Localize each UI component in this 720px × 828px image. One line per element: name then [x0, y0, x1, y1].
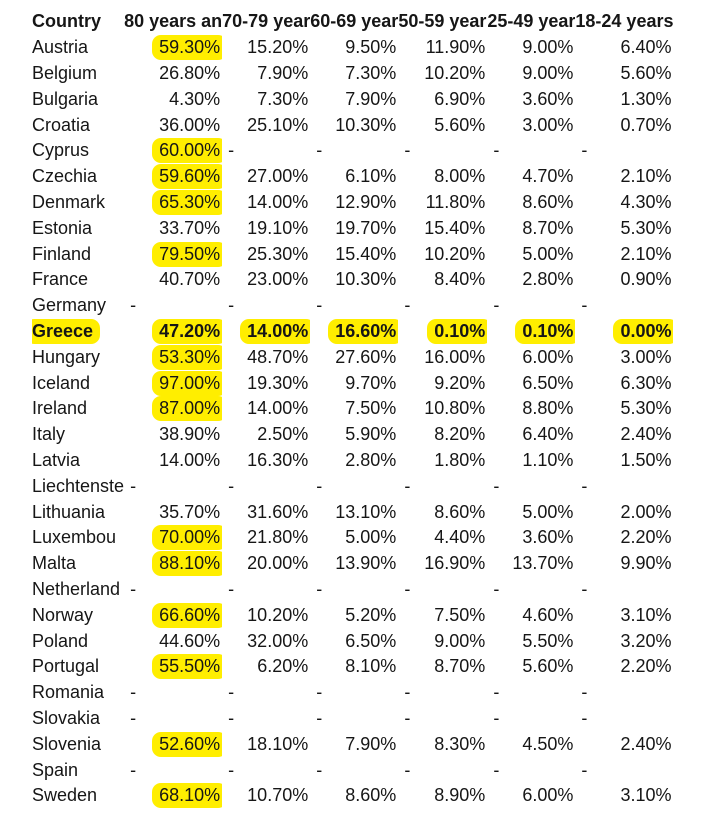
table-row — [32, 551, 673, 577]
cell-value[interactable]: 15.40% — [335, 243, 397, 264]
cell-value[interactable]: 5.90% — [345, 424, 397, 445]
table-row — [32, 602, 673, 628]
cell-value[interactable] — [124, 654, 222, 680]
cell-value[interactable]: 5.50% — [522, 630, 574, 651]
cell-value[interactable]: 7.50% — [434, 604, 486, 625]
table-header — [32, 9, 673, 35]
cell-value[interactable]: 10.20% — [247, 604, 309, 625]
cell-value[interactable]: 10.80% — [424, 398, 486, 419]
table-row — [32, 499, 673, 525]
header-18-24-years[interactable]: 18-24 years — [575, 11, 674, 32]
cell-value[interactable]: - — [228, 707, 235, 728]
table-row — [32, 731, 673, 757]
cell-value[interactable]: - — [130, 475, 137, 496]
cell-value[interactable]: 14.00% — [247, 191, 309, 212]
cell-value[interactable]: 3.20% — [620, 630, 672, 651]
cell-value[interactable]: 2.20% — [620, 656, 672, 677]
cell-value[interactable]: 9.90% — [620, 553, 672, 574]
cell-country[interactable]: Netherland — [32, 578, 121, 599]
cell-value[interactable]: 11.90% — [425, 37, 486, 58]
cell-country[interactable]: Latvia — [32, 449, 81, 470]
cell-value[interactable]: 3.60% — [522, 527, 574, 548]
cell-value[interactable]: 2.10% — [620, 166, 672, 187]
cell-value[interactable]: - — [581, 578, 588, 599]
table-row — [32, 628, 673, 654]
cell-value[interactable]: 16.30% — [247, 449, 309, 470]
cell-value[interactable]: 10.30% — [335, 114, 397, 135]
header-70-79-years[interactable]: 70-79 year — [222, 11, 311, 32]
cell-value[interactable]: 5.60% — [620, 62, 672, 83]
cell-value[interactable]: 11.80% — [425, 191, 486, 212]
cell-value[interactable]: 6.00% — [522, 785, 574, 806]
yellow-highlight: 87.00% — [152, 396, 222, 421]
cell-country[interactable]: Iceland — [32, 372, 91, 393]
cell-value[interactable]: 6.00% — [522, 346, 574, 367]
cell-value[interactable]: 9.00% — [522, 62, 574, 83]
cell-value[interactable] — [487, 319, 575, 345]
cell-value[interactable]: 8.30% — [434, 733, 486, 754]
table-row — [32, 344, 673, 370]
cell-value[interactable] — [124, 319, 222, 345]
cell-value[interactable]: - — [493, 759, 500, 780]
yellow-highlight: 60.00% — [152, 138, 222, 163]
table-row — [32, 525, 673, 551]
table-body — [32, 35, 673, 809]
cell-value[interactable]: 6.50% — [345, 630, 397, 651]
cell-value[interactable]: 5.30% — [620, 217, 672, 238]
cell-value[interactable]: 44.60% — [159, 630, 221, 651]
cell-value[interactable]: 5.00% — [345, 527, 397, 548]
cell-value[interactable]: 10.20% — [424, 243, 486, 264]
table-row — [32, 706, 673, 732]
cell-value[interactable] — [124, 602, 222, 628]
age-group-table — [32, 9, 673, 809]
cell-value[interactable]: 7.30% — [345, 62, 397, 83]
cell-value[interactable]: 8.10% — [345, 656, 397, 677]
yellow-highlight: Greece — [32, 319, 100, 344]
cell-value[interactable]: 3.10% — [620, 785, 672, 806]
cell-value[interactable]: - — [228, 759, 235, 780]
cell-value[interactable]: 19.70% — [335, 217, 397, 238]
cell-value[interactable]: - — [493, 475, 500, 496]
cell-value[interactable]: 25.30% — [247, 243, 309, 264]
cell-country[interactable]: Luxembou — [32, 527, 117, 548]
table-row — [32, 138, 673, 164]
table-row — [32, 654, 673, 680]
cell-value[interactable] — [124, 370, 222, 396]
cell-value[interactable]: 4.40% — [434, 527, 486, 548]
cell-value[interactable]: - — [493, 682, 500, 703]
cell-value[interactable]: 9.20% — [434, 372, 486, 393]
cell-value[interactable]: - — [404, 759, 411, 780]
cell-value[interactable]: 2.50% — [257, 424, 309, 445]
cell-value[interactable]: - — [130, 707, 137, 728]
cell-country[interactable]: Belgium — [32, 62, 98, 83]
yellow-highlight: 16.60% — [328, 319, 398, 344]
cell-value[interactable]: 14.00% — [247, 398, 309, 419]
cell-value[interactable]: 15.20% — [247, 37, 309, 58]
cell-value[interactable]: - — [228, 682, 235, 703]
cell-country[interactable]: Germany — [32, 295, 107, 316]
cell-value[interactable]: 5.00% — [522, 243, 574, 264]
cell-country[interactable]: Slovakia — [32, 707, 101, 728]
yellow-highlight: 70.00% — [152, 525, 222, 550]
yellow-highlight: 59.30% — [152, 35, 222, 60]
cell-value[interactable]: 8.90% — [434, 785, 486, 806]
table-row — [32, 61, 673, 87]
cell-value[interactable]: 13.90% — [335, 553, 397, 574]
cell-value[interactable]: - — [316, 475, 323, 496]
cell-country[interactable]: Czechia — [32, 166, 98, 187]
cell-value[interactable]: 4.60% — [522, 604, 574, 625]
cell-value[interactable]: - — [581, 707, 588, 728]
cell-value[interactable] — [222, 319, 310, 345]
yellow-highlight: 14.00% — [240, 319, 310, 344]
cell-value[interactable]: 7.90% — [257, 62, 309, 83]
cell-value[interactable]: - — [228, 295, 235, 316]
header-row — [32, 9, 673, 35]
yellow-highlight: 0.10% — [427, 319, 487, 344]
cell-value[interactable]: - — [228, 578, 235, 599]
cell-value[interactable]: 3.00% — [522, 114, 574, 135]
cell-country[interactable]: Lithuania — [32, 501, 106, 522]
table-row — [32, 190, 673, 216]
cell-value[interactable]: - — [581, 295, 588, 316]
cell-value[interactable]: 15.40% — [424, 217, 486, 238]
cell-value[interactable]: - — [316, 682, 323, 703]
cell-value[interactable]: 0.90% — [620, 269, 672, 290]
cell-value[interactable] — [124, 551, 222, 577]
cell-value[interactable]: 9.70% — [345, 372, 397, 393]
cell-value[interactable]: 26.80% — [159, 62, 221, 83]
table-row — [32, 241, 673, 267]
cell-country[interactable]: Sweden — [32, 785, 98, 806]
cell-value[interactable]: 19.10% — [247, 217, 309, 238]
cell-value[interactable]: 27.60% — [335, 346, 397, 367]
cell-value[interactable]: - — [581, 475, 588, 496]
header-80-years[interactable]: 80 years an — [124, 11, 223, 32]
table-row — [32, 86, 673, 112]
yellow-highlight: 79.50% — [152, 242, 222, 267]
cell-value[interactable] — [124, 783, 222, 809]
cell-value[interactable]: - — [130, 682, 137, 703]
cell-country[interactable]: Norway — [32, 604, 94, 625]
table-row — [32, 783, 673, 809]
cell-value[interactable]: - — [404, 140, 411, 161]
cell-value[interactable]: 5.60% — [522, 656, 574, 677]
cell-country[interactable]: Denmark — [32, 191, 106, 212]
cell-country[interactable]: France — [32, 269, 89, 290]
cell-value[interactable]: 40.70% — [159, 269, 221, 290]
cell-value[interactable]: 7.90% — [345, 733, 397, 754]
cell-value[interactable]: - — [404, 682, 411, 703]
cell-country[interactable]: Estonia — [32, 217, 93, 238]
cell-value[interactable]: 21.80% — [247, 527, 309, 548]
cell-value[interactable]: - — [404, 578, 411, 599]
yellow-highlight: 55.50% — [152, 654, 222, 679]
cell-value[interactable]: - — [581, 759, 588, 780]
cell-value[interactable]: 16.00% — [424, 346, 486, 367]
cell-country[interactable]: Portugal — [32, 656, 100, 677]
cell-value[interactable]: 48.70% — [247, 346, 309, 367]
cell-value[interactable]: - — [228, 140, 235, 161]
cell-value[interactable]: 5.60% — [434, 114, 486, 135]
table-row — [32, 319, 673, 345]
cell-country[interactable]: Bulgaria — [32, 88, 99, 109]
cell-value[interactable]: 5.00% — [522, 501, 574, 522]
cell-value[interactable] — [124, 35, 222, 61]
table-row — [32, 35, 673, 61]
cell-value[interactable]: 8.60% — [522, 191, 574, 212]
cell-value[interactable]: 8.40% — [434, 269, 486, 290]
table-row — [32, 680, 673, 706]
cell-value[interactable]: 4.30% — [620, 191, 672, 212]
cell-value[interactable]: 1.30% — [620, 88, 672, 109]
table-row — [32, 112, 673, 138]
cell-value[interactable]: 4.50% — [522, 733, 574, 754]
cell-value[interactable]: 10.20% — [424, 62, 486, 83]
cell-value[interactable]: 35.70% — [159, 501, 221, 522]
cell-country[interactable]: Liechtenste — [32, 475, 125, 496]
cell-value[interactable]: 8.20% — [434, 424, 486, 445]
cell-value[interactable]: 10.30% — [335, 269, 397, 290]
cell-value[interactable]: 2.40% — [620, 733, 672, 754]
cell-value[interactable]: 6.20% — [257, 656, 309, 677]
cell-value[interactable]: - — [493, 295, 500, 316]
cell-value[interactable] — [310, 319, 398, 345]
cell-value[interactable]: 6.10% — [345, 166, 397, 187]
table-row — [32, 293, 673, 319]
yellow-highlight: 52.60% — [152, 732, 222, 757]
cell-value[interactable]: - — [316, 759, 323, 780]
cell-value[interactable]: 27.00% — [247, 166, 309, 187]
table-row — [32, 448, 673, 474]
cell-country[interactable]: Austria — [32, 37, 89, 58]
cell-country[interactable]: Cyprus — [32, 140, 90, 161]
cell-value[interactable]: 23.00% — [247, 269, 309, 290]
cell-value[interactable]: - — [228, 475, 235, 496]
cell-country[interactable]: Malta — [32, 553, 77, 574]
cell-value[interactable]: 6.40% — [522, 424, 574, 445]
table-row — [32, 215, 673, 241]
cell-value[interactable] — [124, 525, 222, 551]
table-row — [32, 396, 673, 422]
yellow-highlight: 47.20% — [152, 319, 222, 344]
cell-value[interactable]: - — [581, 140, 588, 161]
header-country[interactable]: Country — [32, 11, 101, 32]
cell-value[interactable]: 5.20% — [345, 604, 397, 625]
cell-value[interactable]: - — [316, 578, 323, 599]
cell-value[interactable]: 6.30% — [620, 372, 672, 393]
cell-value[interactable]: 33.70% — [159, 217, 221, 238]
yellow-highlight: 53.30% — [152, 345, 222, 370]
cell-value[interactable]: 9.00% — [434, 630, 486, 651]
yellow-highlight: 88.10% — [152, 551, 222, 576]
cell-value[interactable]: 7.90% — [345, 88, 397, 109]
cell-value[interactable]: 0.70% — [620, 114, 672, 135]
cell-value[interactable]: 25.10% — [247, 114, 309, 135]
table-row — [32, 757, 673, 783]
cell-value[interactable]: - — [130, 578, 137, 599]
cell-value[interactable]: 3.00% — [620, 346, 672, 367]
cell-value[interactable]: - — [130, 295, 137, 316]
cell-value[interactable] — [124, 138, 222, 164]
cell-value[interactable]: 18.10% — [247, 733, 309, 754]
cell-value[interactable]: 14.00% — [159, 449, 221, 470]
cell-value[interactable]: 13.70% — [512, 553, 574, 574]
cell-value[interactable] — [124, 190, 222, 216]
cell-value[interactable]: 7.30% — [257, 88, 309, 109]
cell-country[interactable]: Slovenia — [32, 733, 102, 754]
cell-value[interactable] — [398, 319, 487, 345]
cell-value[interactable]: 3.60% — [522, 88, 574, 109]
cell-value[interactable]: 2.40% — [620, 424, 672, 445]
cell-value[interactable]: 9.50% — [345, 37, 397, 58]
cell-value[interactable]: 8.70% — [434, 656, 486, 677]
cell-value[interactable] — [124, 731, 222, 757]
cell-value[interactable]: 1.50% — [620, 449, 672, 470]
cell-value[interactable]: 32.00% — [247, 630, 309, 651]
cell-value[interactable]: - — [316, 295, 323, 316]
spreadsheet-region — [32, 9, 673, 809]
cell-value[interactable] — [124, 344, 222, 370]
cell-value[interactable]: 31.60% — [247, 501, 309, 522]
cell-value[interactable]: 19.30% — [247, 372, 309, 393]
cell-value[interactable]: 8.80% — [522, 398, 574, 419]
cell-value[interactable]: 6.90% — [434, 88, 486, 109]
cell-value[interactable]: 4.70% — [522, 166, 574, 187]
cell-value[interactable]: - — [316, 707, 323, 728]
cell-value[interactable] — [124, 241, 222, 267]
cell-country[interactable]: Romania — [32, 682, 105, 703]
cell-value[interactable]: 9.00% — [522, 37, 574, 58]
cell-value[interactable] — [575, 319, 673, 345]
cell-value[interactable]: - — [316, 140, 323, 161]
cell-country[interactable] — [32, 319, 124, 345]
cell-value[interactable]: 8.60% — [434, 501, 486, 522]
cell-value[interactable]: 10.70% — [247, 785, 309, 806]
table-row — [32, 267, 673, 293]
cell-value[interactable]: 4.30% — [169, 88, 221, 109]
yellow-highlight: 65.30% — [152, 190, 222, 215]
yellow-highlight: 59.60% — [152, 164, 222, 189]
table-row — [32, 164, 673, 190]
cell-value[interactable]: 36.00% — [159, 114, 221, 135]
cell-value[interactable]: - — [581, 682, 588, 703]
cell-value[interactable]: - — [130, 759, 137, 780]
cell-value[interactable]: 1.10% — [522, 449, 574, 470]
cell-value[interactable]: - — [493, 707, 500, 728]
cell-country[interactable]: Italy — [32, 424, 66, 445]
cell-value[interactable]: 2.20% — [620, 527, 672, 548]
cell-value[interactable]: 2.10% — [620, 243, 672, 264]
cell-value[interactable]: 8.70% — [522, 217, 574, 238]
cell-value[interactable]: - — [493, 578, 500, 599]
cell-country[interactable]: Hungary — [32, 346, 101, 367]
cell-value[interactable]: 6.40% — [620, 37, 672, 58]
table-row — [32, 422, 673, 448]
table-row — [32, 577, 673, 603]
yellow-highlight: 97.00% — [152, 371, 222, 396]
cell-value[interactable]: - — [404, 295, 411, 316]
cell-value[interactable]: 38.90% — [159, 424, 221, 445]
cell-value[interactable]: 3.10% — [620, 604, 672, 625]
cell-value[interactable]: 5.30% — [620, 398, 672, 419]
yellow-highlight: 66.60% — [152, 603, 222, 628]
header-60-69-years[interactable]: 60-69 year — [310, 11, 399, 32]
cell-value[interactable]: 20.00% — [247, 553, 309, 574]
yellow-highlight: 68.10% — [152, 783, 222, 808]
cell-value[interactable]: 13.10% — [335, 501, 397, 522]
cell-value[interactable]: 8.60% — [345, 785, 397, 806]
cell-value[interactable]: 6.50% — [522, 372, 574, 393]
header-25-49-years[interactable]: 25-49 year — [487, 11, 576, 32]
cell-value[interactable]: 1.80% — [434, 449, 486, 470]
cell-value[interactable]: 2.80% — [345, 449, 397, 470]
cell-country[interactable]: Finland — [32, 243, 92, 264]
cell-value[interactable]: 16.90% — [424, 553, 486, 574]
cell-country[interactable]: Spain — [32, 759, 79, 780]
header-50-59-years[interactable]: 50-59 year — [398, 11, 487, 32]
cell-country[interactable]: Poland — [32, 630, 89, 651]
cell-value[interactable] — [124, 164, 222, 190]
yellow-highlight: 0.00% — [613, 319, 673, 344]
cell-value[interactable]: 8.00% — [434, 166, 486, 187]
cell-value[interactable]: 12.90% — [335, 191, 397, 212]
cell-value[interactable]: - — [404, 475, 411, 496]
cell-value[interactable] — [124, 396, 222, 422]
table-row — [32, 370, 673, 396]
cell-value[interactable]: - — [493, 140, 500, 161]
cell-value[interactable]: - — [404, 707, 411, 728]
cell-value[interactable]: 2.80% — [522, 269, 574, 290]
yellow-highlight: 0.10% — [515, 319, 575, 344]
cell-country[interactable]: Ireland — [32, 398, 88, 419]
cell-value[interactable]: 2.00% — [620, 501, 672, 522]
cell-value[interactable]: 7.50% — [345, 398, 397, 419]
cell-country[interactable]: Croatia — [32, 114, 91, 135]
table-row — [32, 473, 673, 499]
